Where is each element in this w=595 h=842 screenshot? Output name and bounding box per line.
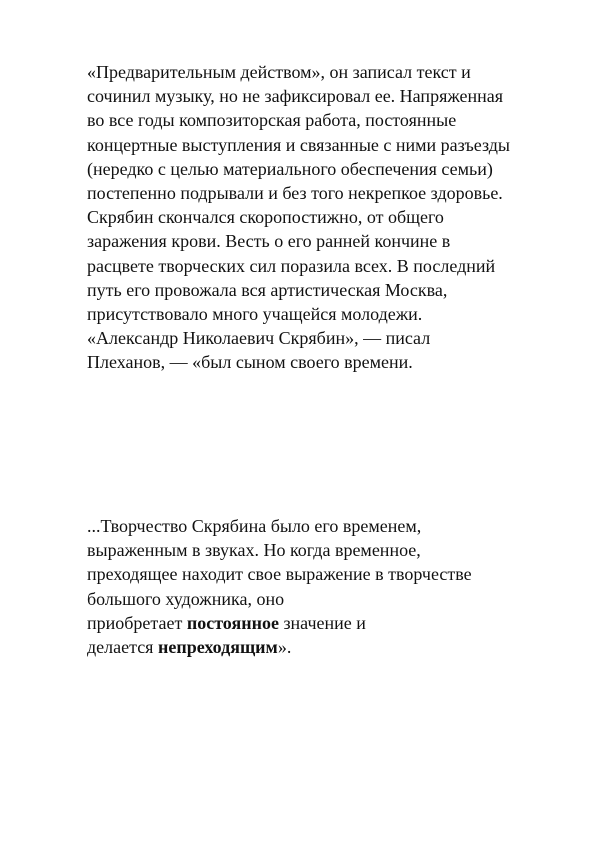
text-line: большого художника, оно [87, 588, 285, 609]
text-line: ...Творчество Скрябина было его временем, [87, 516, 422, 536]
text-segment: приобретает [87, 612, 187, 633]
text-line: сочинил музыку, но не зафиксировал ее. Напряженная [87, 86, 504, 107]
text-line: (нередко с целью материального обеспечения семьи) [87, 158, 493, 179]
text-line: преходящее находит свое выражение в творчестве [87, 564, 472, 585]
text-line: Плеханов, — «был сыном своего времени. [87, 352, 413, 373]
text-line: постепенно подрывали и без того некрепкое здоровье. [87, 183, 503, 204]
text-segment: значение и [278, 612, 366, 633]
text-line-mixed [87, 611, 472, 635]
paragraph-plekhanov-quote [87, 514, 472, 659]
text-line: выраженным в звуках. Но когда временное, [87, 540, 421, 561]
text-line: «Александр Николаевич Скрябин», — писал [87, 328, 431, 349]
bold-word-permanent: постоянное [186, 612, 279, 633]
text-segment: делается [87, 637, 158, 658]
text-line: расцвете творческих сил поразила всех. В последний [87, 255, 496, 276]
text-line: Скрябин скончался скоропостижно, от общего [87, 207, 444, 228]
bold-word-enduring: непреходящим [157, 637, 278, 658]
text-line-mixed [87, 635, 472, 659]
text-line: заражения крови. Весть о его ранней кончине в [87, 231, 451, 252]
text-line: «Предварительным действом», он записал текст и [87, 62, 471, 82]
paragraph-scriabin-biography [87, 60, 510, 375]
text-segment: ». [277, 637, 292, 658]
text-line: путь его провожала вся артистическая Москва, [87, 279, 448, 300]
text-line: присутствовало много учащейся молодежи. [87, 304, 423, 325]
text-line: концертные выступления и связанные с ними разъезды [87, 134, 511, 155]
text-line: во все годы композиторская работа, постоянные [87, 110, 457, 131]
